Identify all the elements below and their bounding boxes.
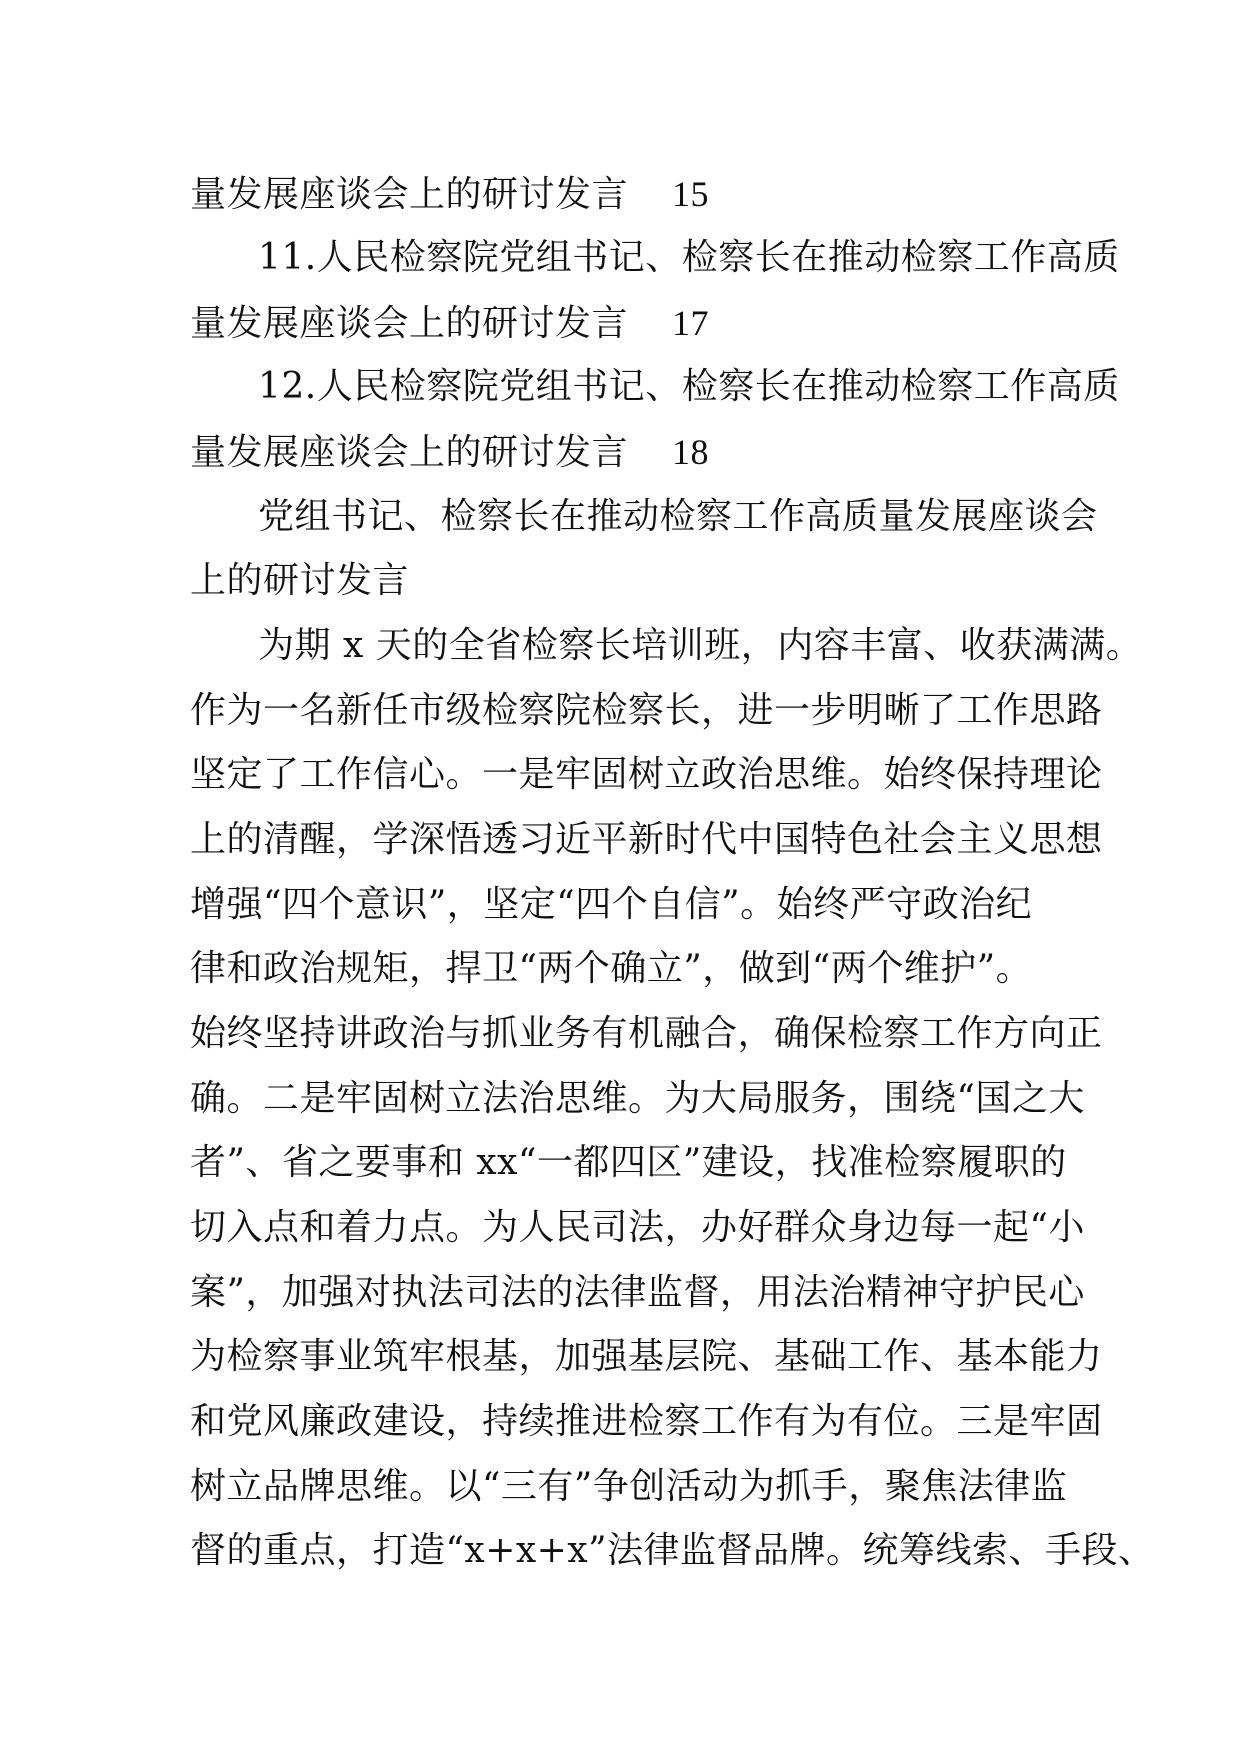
body-line: 增强“四个意识”，坚定“四个自信”。始终严守政治纪 bbox=[190, 884, 1033, 925]
body-line: 者”、省之要事和 xx“一都四区”建设，找准检察履职的 bbox=[190, 1142, 1067, 1183]
body-line: 案”，加强对执法司法的法律监督，用法治精神守护民心 bbox=[190, 1272, 1085, 1313]
article-title-line2: 上的研讨发言 bbox=[190, 560, 410, 601]
toc-page-number: 18 bbox=[672, 432, 710, 472]
body-line: 督的重点，打造“x+x+x”法律监督品牌。统筹线索、手段、 bbox=[190, 1530, 1155, 1571]
toc-entry-11-line1 bbox=[258, 236, 1120, 280]
body-line: 为期 x 天的全省检察长培训班，内容丰富、收获满满。 bbox=[258, 625, 1143, 666]
toc-entry-text: 人民检察院党组书记、检察长在推动检察工作高质 bbox=[316, 366, 1120, 407]
toc-entry-text: 量发展座谈会上的研讨发言 bbox=[190, 432, 629, 473]
toc-entry-12-line1 bbox=[258, 365, 1120, 409]
body-line: 树立品牌思维。以“三有”争创活动为抓手，聚焦法律监 bbox=[190, 1466, 1068, 1507]
body-line: 始终坚持讲政治与抓业务有机融合，确保检察工作方向正 bbox=[190, 1013, 1103, 1054]
toc-page-number: 17 bbox=[672, 303, 710, 343]
body-line: 确。二是牢固树立法治思维。为大局服务，围绕“国之大 bbox=[190, 1078, 1085, 1119]
body-line: 律和政治规矩，捍卫“两个确立”，做到“两个维护”。 bbox=[190, 948, 1033, 989]
toc-entry-11-line2 bbox=[190, 301, 709, 346]
body-line: 为检察事业筑牢根基，加强基层院、基础工作、基本能力 bbox=[190, 1336, 1103, 1377]
body-line: 上的清醒，学深悟透习近平新时代中国特色社会主义思想 bbox=[190, 819, 1103, 860]
body-line: 和党风廉政建设，持续推进检察工作有为有位。三是牢固 bbox=[190, 1401, 1103, 1442]
body-line: 坚定了工作信心。一是牢固树立政治思维。始终保持理论 bbox=[190, 754, 1103, 795]
toc-entry-10-line2 bbox=[190, 172, 709, 217]
article-title-line1: 党组书记、检察长在推动检察工作高质量发展座谈会 bbox=[258, 496, 1098, 537]
toc-entry-text: 量发展座谈会上的研讨发言 bbox=[190, 174, 629, 215]
body-line: 切入点和着力点。为人民司法，办好群众身边每一起“小 bbox=[190, 1207, 1085, 1248]
toc-entry-text: 人民检察院党组书记、检察长在推动检察工作高质 bbox=[316, 237, 1120, 278]
toc-entry-number: 12. bbox=[258, 366, 317, 407]
toc-entry-text: 量发展座谈会上的研讨发言 bbox=[190, 303, 629, 344]
body-line: 作为一名新任市级检察院检察长，进一步明晰了工作思路 bbox=[190, 690, 1103, 731]
toc-page-number: 15 bbox=[672, 174, 710, 214]
toc-entry-12-line2 bbox=[190, 430, 709, 475]
toc-entry-number: 11. bbox=[258, 237, 317, 278]
